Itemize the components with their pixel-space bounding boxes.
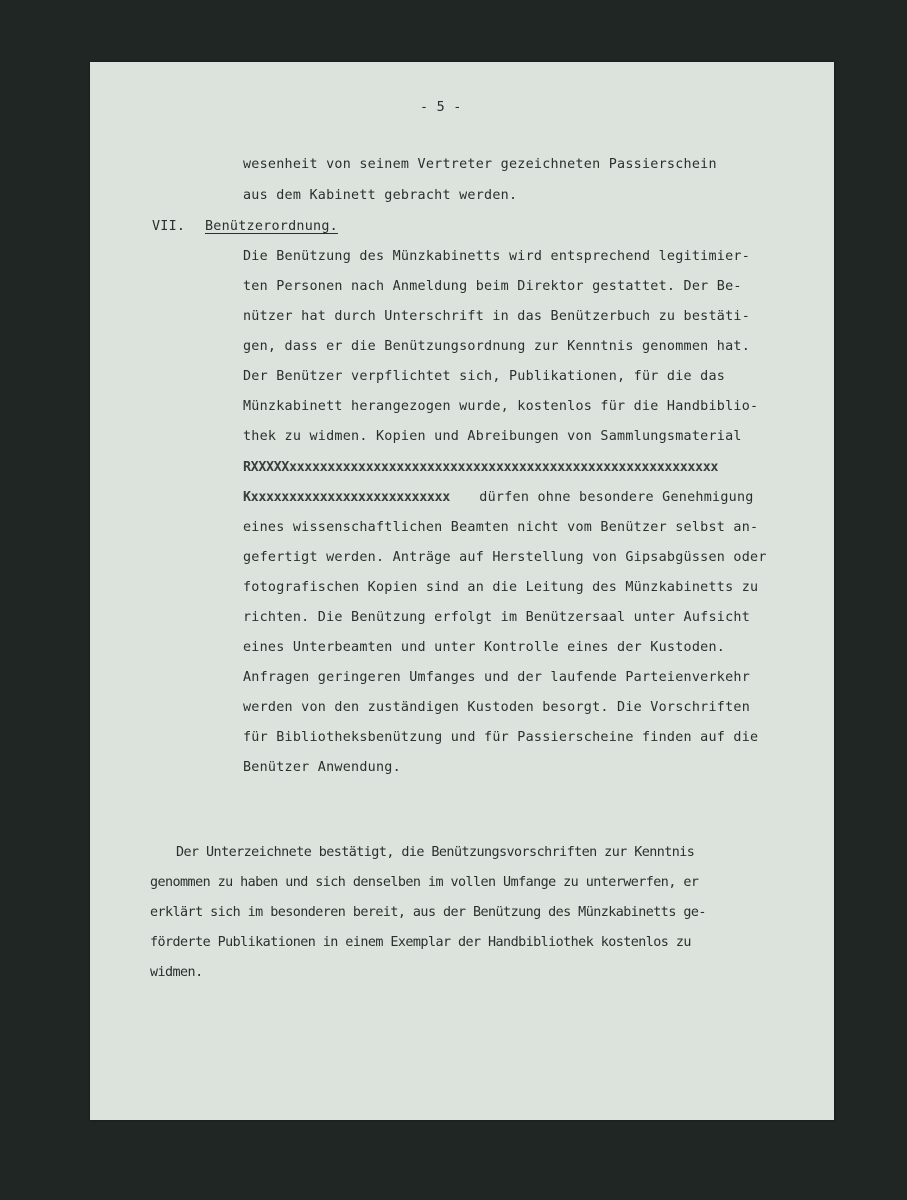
declaration-line: erklärt sich im besonderen bereit, aus der Benützung des Münzkabinetts ge- [150, 905, 706, 920]
section-line: thek zu widmen. Kopien und Abreibungen von Sammlungsmaterial [243, 429, 742, 444]
section-line: eines Unterbeamten und unter Kontrolle eines der Kustoden. [243, 640, 726, 655]
page-number: - 5 - [420, 100, 462, 115]
section-line: werden von den zuständigen Kustoden besorgt. Die Vorschriften [243, 700, 751, 715]
section-line-continuation: dürfen ohne besondere Genehmigung [471, 490, 754, 505]
declaration-line: genommen zu haben und sich denselben im vollen Umfange zu unterwerfen, er [150, 875, 699, 890]
section-line: gefertigt werden. Anträge auf Herstellung von Gipsabgüssen oder [243, 550, 767, 565]
section-line: nützer hat durch Unterschrift in das Benützerbuch zu bestäti- [243, 309, 751, 324]
section-line: ten Personen nach Anmeldung beim Direktor gestattet. Der Be- [243, 279, 742, 294]
section-line: Der Benützer verpflichtet sich, Publikationen, für die das [243, 369, 726, 384]
section-line: richten. Die Benützung erfolgt im Benützersaal unter Aufsicht [243, 610, 751, 625]
intro-line: aus dem Kabinett gebracht werden. [243, 188, 518, 203]
section-heading: Benützerordnung. [205, 219, 338, 234]
section-number: VII. [152, 219, 186, 234]
section-line: eines wissenschaftlichen Beamten nicht vom Benützer selbst an- [243, 520, 759, 535]
section-line: Anfragen geringeren Umfanges und der laufende Parteienverkehr [243, 670, 751, 685]
section-line: Die Benützung des Münzkabinetts wird entsprechend legitimier- [243, 249, 751, 264]
struck-out-line: Kxxxxxxxxxxxxxxxxxxxxxxxxxx [243, 490, 450, 505]
declaration-line: förderte Publikationen in einem Exemplar der Handbibliothek kostenlos zu [150, 935, 691, 950]
section-line: Benützer Anwendung. [243, 760, 401, 775]
section-line: Münzkabinett herangezogen wurde, kostenlos für die Handbiblio- [243, 399, 759, 414]
declaration-line: Der Unterzeichnete bestätigt, die Benützungsvorschriften zur Kenntnis [176, 845, 695, 860]
section-line: gen, dass er die Benützungsordnung zur Kenntnis genommen hat. [243, 339, 751, 354]
declaration-line: widmen. [150, 965, 203, 980]
document-page [90, 62, 834, 1120]
intro-line: wesenheit von seinem Vertreter gezeichneten Passierschein [243, 157, 717, 172]
section-line: für Bibliotheksbenützung und für Passierscheine finden auf die [243, 730, 759, 745]
struck-out-line: RXXXXXxxxxxxxxxxxxxxxxxxxxxxxxxxxxxxxxxxxxxxxxxxxxxxxxxxxxxxxx [243, 460, 719, 475]
section-line: fotografischen Kopien sind an die Leitung des Münzkabinetts zu [243, 580, 759, 595]
